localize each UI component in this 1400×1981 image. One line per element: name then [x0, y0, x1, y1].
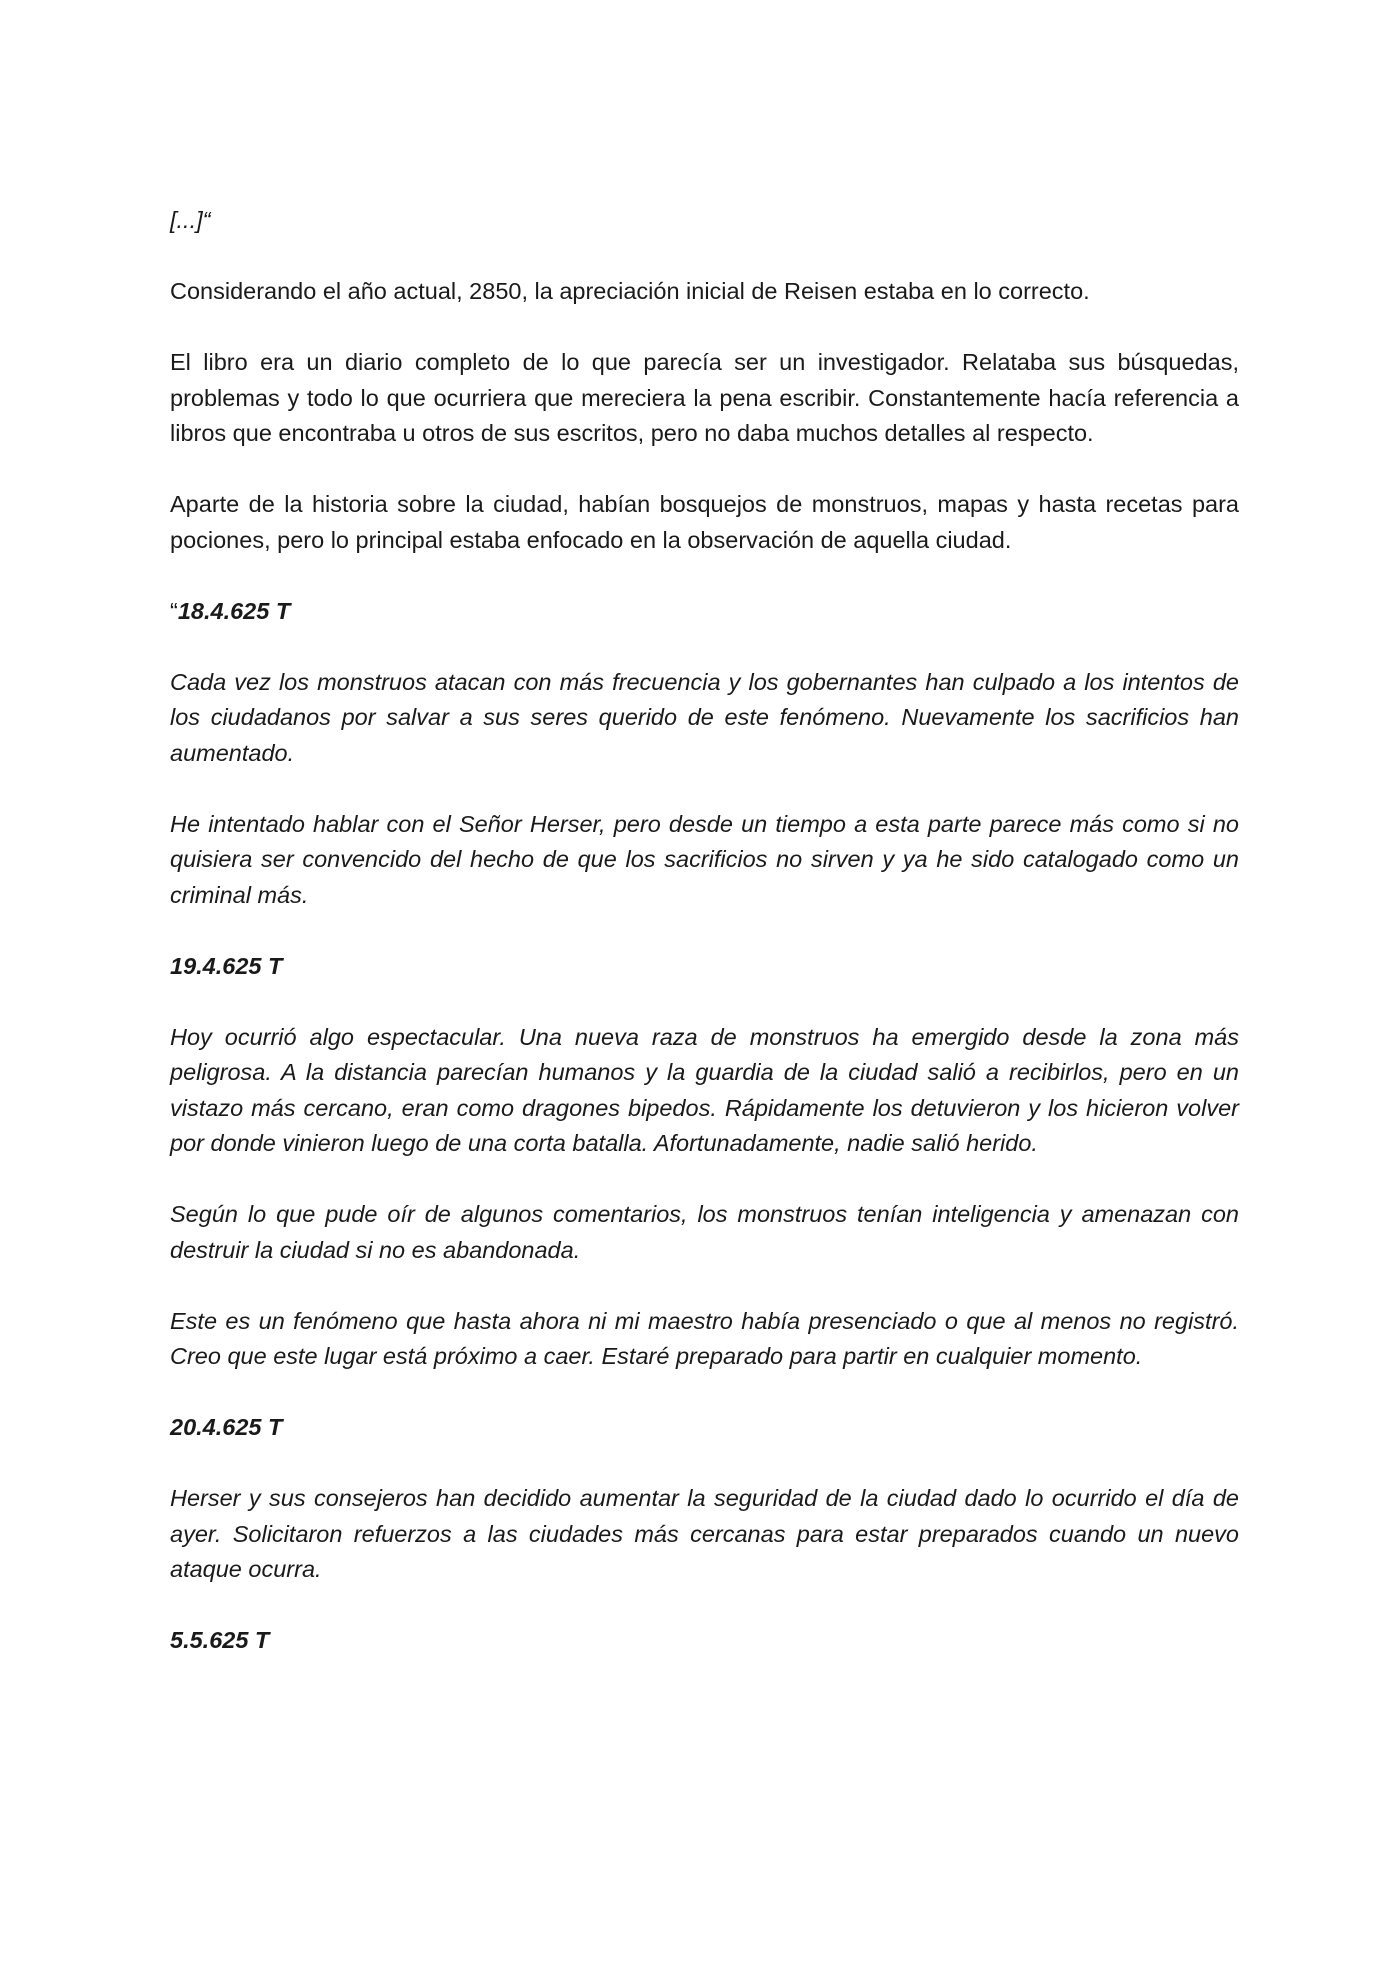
document-page	[170, 203, 1239, 1694]
entry-paragraph: Según lo que pude oír de algunos comentarios, los monstruos tenían inteligencia y amenazan con destruir la ciudad si no es abandonada.	[170, 1201, 1239, 1263]
entry-date: 20.4.625 T	[170, 1414, 283, 1440]
entry-paragraph: Este es un fenómeno que hasta ahora ni mi maestro había presenciado o que al menos no registró. Creo que este lugar está próximo a caer. Estaré preparado para partir en cualquier momento.	[170, 1307, 1239, 1369]
entry-paragraph: Cada vez los monstruos atacan con más frecuencia y los gobernantes han culpado a los intentos de los ciudadanos por salvar a sus seres querido de este fenómeno. Nuevamente los sacrificios han aumentado.	[170, 668, 1239, 766]
entry-paragraph: He intentado hablar con el Señor Herser, pero desde un tiempo a esta parte parece más como si no quisiera ser convencido del hecho de que los sacrificios no sirven y ya he sido catalogado como un criminal más.	[170, 810, 1239, 908]
opening-quote-mark: “	[170, 597, 178, 624]
opening-fragment: [...]“	[170, 207, 211, 233]
narrative-paragraph-3: Aparte de la historia sobre la ciudad, habían bosquejos de monstruos, mapas y hasta recetas para pociones, pero lo principal estaba enfocado en la observación de aquella ciudad.	[170, 491, 1239, 553]
entry-date: 19.4.625 T	[170, 952, 283, 979]
entry-paragraph: Hoy ocurrió algo espectacular. Una nueva raza de monstruos ha emergido desde la zona más peligrosa. A la distancia parecían humanos y la guardia de la ciudad salió a recibirlos, pero en un vistazo más cercano, eran como dragones bipedos. Rápidamente los detuvieron y los hicieron volver por donde vinieron luego de una corta batalla. Afortunadamente, nadie salió herido.	[170, 1023, 1239, 1156]
entry-date: 5.5.625 T	[170, 1627, 270, 1653]
narrative-paragraph-1: Considerando el año actual, 2850, la apreciación inicial de Reisen estaba en lo correcto.	[170, 278, 1090, 304]
narrative-paragraph-2: El libro era un diario completo de lo que parecía ser un investigador. Relataba sus búsquedas, problemas y todo lo que ocurriera que mereciera la pena escribir. Constantemente hacía referencia a libros que encontraba u otros de sus escritos, pero no daba muchos detalles al respecto.	[170, 349, 1239, 446]
entry-date-text: 18.4.625 T	[177, 597, 291, 624]
entry-date	[170, 594, 1239, 630]
entry-paragraph: Herser y sus consejeros han decidido aumentar la seguridad de la ciudad dado lo ocurrido el día de ayer. Solicitaron refuerzos a las ciudades más cercanas para estar preparados cuando un nuevo ataque ocurra.	[170, 1485, 1239, 1582]
